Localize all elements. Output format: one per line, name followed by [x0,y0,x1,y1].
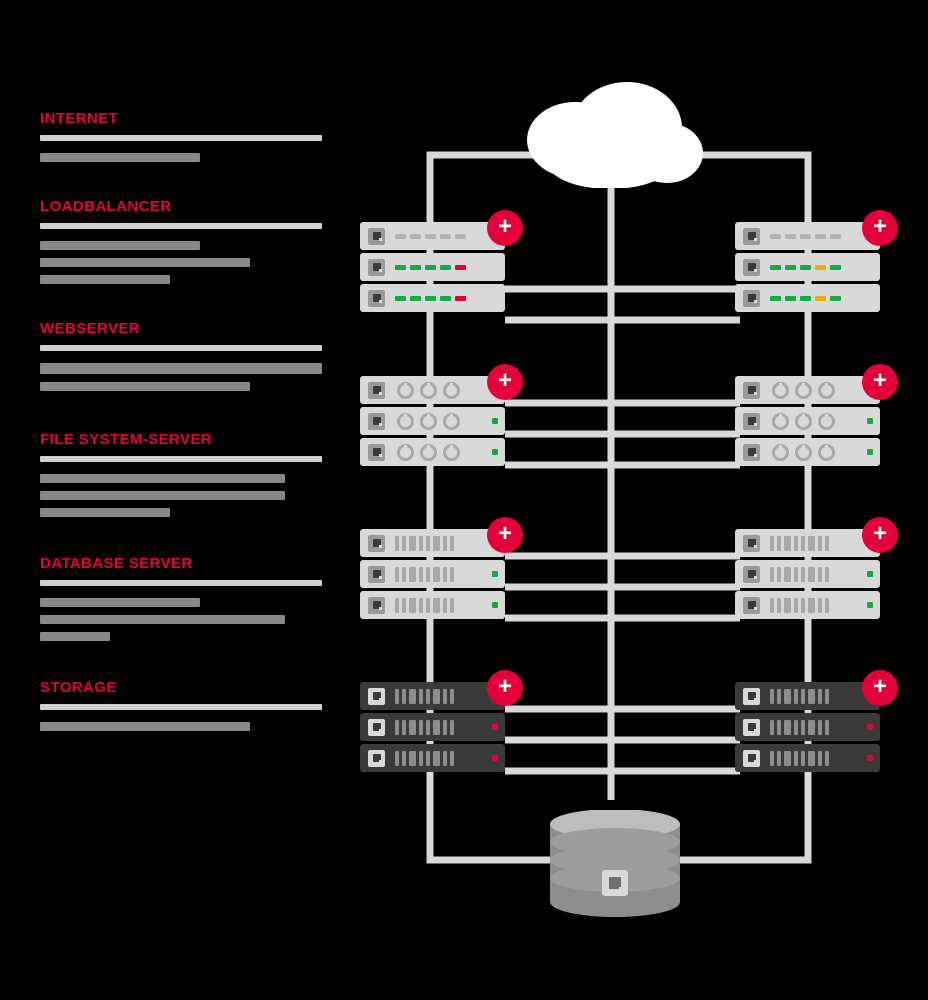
legend-title-filesystem: FILE SYSTEM-SERVER [40,431,212,448]
status-indicator [492,602,498,608]
disk-bays [397,382,460,399]
legend-text-line [40,363,322,374]
server-node[interactable] [360,591,505,619]
server-logo-icon [743,444,760,461]
drive-bays [395,751,454,766]
drive-bays [395,720,454,735]
server-logo-icon [743,750,760,767]
server-logo-icon [368,535,385,552]
server-logo-icon [368,382,385,399]
legend-text-line [40,153,200,162]
server-logo-icon [743,688,760,705]
storage-cylinder[interactable] [550,810,680,918]
add-filesystem-left-button[interactable]: + [487,517,523,553]
legend-text-line [40,241,200,250]
legend-group-webserver [40,320,330,391]
legend-group-storage [40,679,330,731]
add-loadbalancer-left-button[interactable]: + [487,210,523,246]
drive-bays [770,567,829,582]
server-logo-icon [743,290,760,307]
tier-database-left [360,673,512,775]
server-logo-icon [368,413,385,430]
add-database-right-button[interactable]: + [862,670,898,706]
server-node[interactable] [735,744,880,772]
drive-bays [770,598,829,613]
legend-group-database [40,555,330,641]
server-node[interactable] [360,682,505,710]
legend-title-database: DATABASE SERVER [40,555,193,572]
server-node[interactable] [360,284,505,312]
tier-loadbalancer-right [735,213,887,315]
server-node[interactable] [735,591,880,619]
drive-bays [770,536,829,551]
infrastructure-diagram [330,0,928,1000]
legend-column [40,110,330,755]
server-node[interactable] [360,438,505,466]
legend-divider [40,580,322,586]
legend-text-line [40,615,285,624]
legend-title-webserver: WEBSERVER [40,320,141,337]
server-logo-icon [368,290,385,307]
status-indicator [867,449,873,455]
legend-title-internet: INTERNET [40,110,119,127]
status-leds [770,296,841,301]
tier-database-right [735,673,887,775]
disk-bays [772,413,835,430]
server-node[interactable] [735,407,880,435]
server-logo-icon [743,535,760,552]
server-logo-icon [368,750,385,767]
status-indicator [492,724,498,730]
status-indicator [867,724,873,730]
drive-bays [395,689,454,704]
tier-loadbalancer-left [360,213,512,315]
legend-text-line [40,598,200,607]
status-indicator [492,418,498,424]
tier-webserver-left [360,367,512,469]
tier-webserver-right [735,367,887,469]
drive-bays [395,598,454,613]
drive-bays [770,689,829,704]
server-node[interactable] [360,713,505,741]
add-loadbalancer-right-button[interactable]: + [862,210,898,246]
legend-group-filesystem [40,431,330,517]
cloud-internet [515,68,705,188]
drive-bays [395,536,454,551]
server-logo-icon [743,382,760,399]
status-leds [395,265,466,270]
server-node[interactable] [735,284,880,312]
server-node[interactable] [735,682,880,710]
status-leds [770,234,841,239]
status-indicator [492,449,498,455]
server-node[interactable] [360,222,505,250]
legend-text-line [40,382,250,391]
server-node[interactable] [735,560,880,588]
status-indicator [867,602,873,608]
status-leds [395,234,466,239]
legend-divider [40,456,322,462]
legend-text-line [40,275,170,284]
server-logo-icon [743,566,760,583]
server-logo-icon [368,228,385,245]
add-filesystem-right-button[interactable]: + [862,517,898,553]
server-node[interactable] [360,560,505,588]
legend-divider [40,223,322,229]
legend-text-line [40,258,250,267]
server-logo-icon [368,719,385,736]
status-indicator [867,571,873,577]
disk-bays [772,382,835,399]
server-logo-icon [743,719,760,736]
add-webserver-left-button[interactable]: + [487,364,523,400]
server-node[interactable] [735,222,880,250]
legend-text-line [40,491,285,500]
disk-bays [397,413,460,430]
disk-bays [772,444,835,461]
tier-filesystem-left [360,520,512,622]
server-logo-icon [368,688,385,705]
legend-title-storage: STORAGE [40,679,117,696]
legend-divider [40,704,322,710]
server-node[interactable] [735,438,880,466]
legend-text-line [40,474,285,483]
legend-text-line [40,508,170,517]
legend-text-line [40,722,250,731]
server-node[interactable] [360,376,505,404]
status-indicator [867,418,873,424]
server-logo-icon [743,597,760,614]
tier-filesystem-right [735,520,887,622]
drive-bays [770,751,829,766]
legend-text-line [40,632,110,641]
drive-bays [395,567,454,582]
legend-title-loadbalancer: LOADBALANCER [40,198,172,215]
drive-bays [770,720,829,735]
server-node[interactable] [360,744,505,772]
server-node[interactable] [735,713,880,741]
status-leds [395,296,466,301]
server-logo-icon [743,259,760,276]
status-leds [770,265,841,270]
add-webserver-right-button[interactable]: + [862,364,898,400]
status-indicator [492,755,498,761]
legend-group-internet [40,110,330,162]
legend-group-loadbalancer [40,198,330,284]
disk-bays [397,444,460,461]
server-logo-icon [743,228,760,245]
server-logo-icon [368,566,385,583]
server-node[interactable] [360,407,505,435]
server-node[interactable] [360,253,505,281]
server-node[interactable] [735,376,880,404]
server-logo-icon [368,259,385,276]
legend-divider [40,135,322,141]
server-logo-icon [368,444,385,461]
status-indicator [492,571,498,577]
server-logo-icon [743,413,760,430]
server-node[interactable] [735,253,880,281]
server-node[interactable] [360,529,505,557]
add-database-left-button[interactable]: + [487,670,523,706]
legend-divider [40,345,322,351]
server-logo-icon [368,597,385,614]
server-node[interactable] [735,529,880,557]
status-indicator [867,755,873,761]
